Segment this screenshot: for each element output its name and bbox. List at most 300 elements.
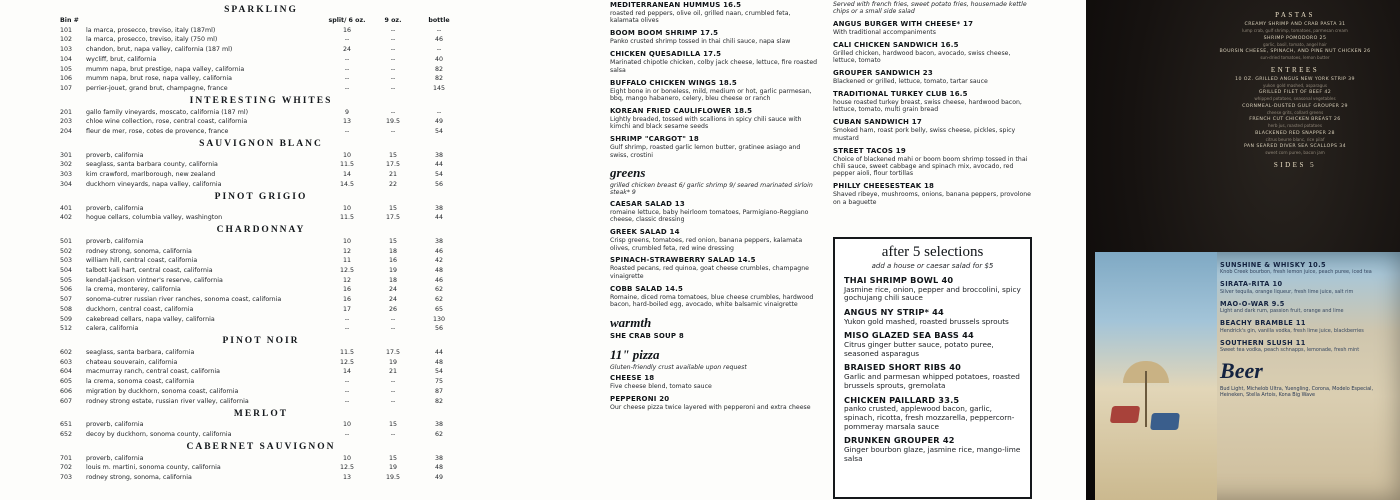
wine-cell: 106 bbox=[60, 75, 73, 83]
wine-cell: -- bbox=[390, 128, 396, 136]
wine-cell: 602 bbox=[60, 348, 73, 356]
wine-cell: 16 bbox=[342, 26, 351, 34]
wine-cell: gallo family vineyards, moscato, california (187 ml) bbox=[86, 108, 249, 116]
beach-chair-red-shape bbox=[1110, 406, 1140, 423]
wine-cell: la crema, sonoma coast, california bbox=[86, 378, 195, 386]
wine-cell: Bin # bbox=[60, 17, 79, 24]
wine-cell: 38 bbox=[434, 454, 443, 462]
menu-item bbox=[610, 50, 818, 74]
menu-item bbox=[610, 228, 818, 252]
wine-row bbox=[60, 55, 462, 65]
wine-cell: 303 bbox=[60, 171, 73, 179]
wine-row bbox=[60, 358, 462, 368]
wine-cell: 703 bbox=[60, 474, 73, 482]
wine-cell: 19 bbox=[388, 358, 397, 366]
menu-photo-item-desc: yukon gold mashed, asparagus bbox=[1263, 82, 1327, 88]
menu-item-name: PHILLY CHEESESTEAK 18 bbox=[833, 182, 935, 191]
wine-row bbox=[60, 151, 462, 161]
menu-item-name: BUFFALO CHICKEN WINGS 18.5 bbox=[610, 78, 737, 87]
wine-cell: -- bbox=[390, 46, 396, 54]
menu-item bbox=[610, 29, 818, 45]
menu-item bbox=[844, 307, 1021, 326]
menu-photo-item-desc: sweet corn puree, bacon jam bbox=[1265, 150, 1325, 156]
wine-cell: 17.5 bbox=[385, 348, 401, 356]
menu-photo-section-title: PASTAS bbox=[1275, 11, 1315, 19]
wine-cell: 11 bbox=[342, 257, 351, 265]
wine-cell: proverb, california bbox=[86, 237, 144, 245]
wine-cell: 48 bbox=[434, 267, 443, 275]
wine-cell: -- bbox=[344, 65, 350, 73]
wine-cell: 54 bbox=[434, 171, 443, 179]
wine-cell: 508 bbox=[60, 305, 73, 313]
menu-item bbox=[610, 256, 818, 280]
menu-item-name: DRUNKEN GROUPER 42 bbox=[844, 435, 955, 446]
wine-cell: 46 bbox=[434, 276, 443, 284]
wine-row bbox=[60, 256, 462, 266]
wine-row bbox=[60, 84, 462, 94]
wine-cell: -- bbox=[344, 387, 350, 395]
wine-cell: -- bbox=[390, 36, 396, 44]
wine-cell: mumm napa, brut rose, napa valley, california bbox=[86, 75, 232, 83]
wine-cell: rodney strong estate, russian river valley, california bbox=[86, 397, 249, 405]
menu-photo-item-name: CORNMEAL-DUSTED GULF GROUPER 29 bbox=[1242, 103, 1348, 109]
drink-item-name: SUNSHINE & WHISKY 10.5 bbox=[1220, 261, 1326, 269]
wine-cell: 15 bbox=[388, 237, 397, 245]
wine-cell: -- bbox=[390, 26, 396, 34]
wine-cell: 16 bbox=[388, 257, 397, 265]
wine-cell: 652 bbox=[60, 430, 73, 438]
wine-cell: 505 bbox=[60, 276, 73, 284]
wine-section-title: SAUVIGNON BLANC bbox=[199, 139, 323, 150]
menu-item-name: BRAISED SHORT RIBS 40 bbox=[844, 362, 962, 373]
wine-cell: hogue cellars, columbia valley, washington bbox=[86, 214, 223, 222]
handhelds-column bbox=[833, 1, 1031, 211]
wine-cell: chandon, brut, napa valley, california (187 ml) bbox=[86, 46, 233, 54]
appetizers-column bbox=[610, 1, 818, 416]
wine-row bbox=[60, 108, 462, 118]
menu-item bbox=[610, 374, 818, 390]
wine-cell: chloe wine collection, rose, central coast, california bbox=[86, 118, 248, 126]
menu-item-name: SHE CRAB SOUP 8 bbox=[610, 331, 684, 340]
menu-photo-item-name: PAN SEARED DIVER SEA SCALLOPS 34 bbox=[1244, 144, 1346, 149]
wine-row bbox=[60, 367, 462, 377]
wine-row bbox=[60, 397, 462, 407]
wine-cell: -- bbox=[390, 108, 396, 116]
wine-cell: 82 bbox=[434, 397, 443, 405]
menu-photo-item-desc: lump crab, gulf shrimp, tomatoes, parmesan cream bbox=[1242, 28, 1348, 34]
wine-row bbox=[60, 213, 462, 223]
drink-item-name: SIRATA-RITA 10 bbox=[1220, 280, 1283, 289]
wine-row bbox=[60, 295, 462, 305]
menu-item bbox=[610, 1, 818, 25]
menu-item bbox=[833, 41, 1031, 65]
wine-cell: -- bbox=[344, 430, 350, 438]
wine-cell: talbott kali hart, central coast, california bbox=[86, 267, 213, 275]
menu-item-desc: Gulf shrimp, roasted garlic lemon butter, gratinee asiago and swiss, crostini bbox=[610, 144, 801, 159]
menu-photo-section-title: ENTREES bbox=[1270, 65, 1320, 74]
menu-item bbox=[844, 275, 1021, 303]
wine-cell: 17 bbox=[342, 305, 351, 313]
menu-item bbox=[610, 395, 818, 411]
menu-item-name: ANGUS BURGER WITH CHEESE* 17 bbox=[833, 19, 974, 28]
drink-item bbox=[1220, 339, 1393, 353]
menu-item-desc: Yukon gold mashed, roasted brussels sprouts bbox=[844, 316, 1009, 326]
wine-cell: proverb, california bbox=[86, 204, 144, 212]
wine-cell: -- bbox=[344, 75, 350, 83]
wine-cell: 48 bbox=[434, 464, 443, 472]
wine-cell: 504 bbox=[60, 267, 73, 275]
menu-item-name: CHEESE 18 bbox=[610, 373, 655, 382]
wine-cell: duckhorn, central coast, california bbox=[86, 305, 194, 313]
wine-cell: 19.5 bbox=[385, 474, 401, 482]
wine-cell: 10 bbox=[342, 454, 351, 462]
wine-cell: 56 bbox=[434, 325, 443, 333]
drink-list bbox=[1220, 261, 1393, 398]
menu-item-desc: Shaved ribeye, mushrooms, onions, banana peppers, provolone on a baguette bbox=[833, 191, 1031, 206]
menu-item-desc: Grilled chicken, hardwood bacon, avocado, swiss cheese, lettuce, tomato bbox=[833, 49, 1011, 65]
menu-photo-item-name: BLACKENED RED SNAPPER 28 bbox=[1255, 130, 1335, 136]
menu-item bbox=[833, 147, 1031, 178]
wine-cell: -- bbox=[344, 55, 350, 63]
menu-item bbox=[610, 285, 818, 309]
wine-row bbox=[60, 348, 462, 358]
pizza-heading: 11" pizza bbox=[610, 346, 660, 362]
wine-row bbox=[60, 237, 462, 247]
wine-row bbox=[60, 387, 462, 397]
wine-row bbox=[60, 324, 462, 334]
wine-row bbox=[60, 315, 462, 325]
wine-cell: 18 bbox=[388, 276, 397, 284]
wine-cell: 10 bbox=[342, 151, 351, 159]
menu-photo-item-name: CREAMY SHRIMP AND CRAB PASTA 31 bbox=[1244, 22, 1346, 27]
wine-cell: -- bbox=[344, 36, 350, 44]
wine-cell: sonoma-cutrer russian river ranches, sonoma coast, california bbox=[86, 296, 282, 304]
beer-list: Bud Light, Michelob Ultra, Yuengling, Corona, Modelo Especial, Heineken, Stella Artois, Kona Big Wave bbox=[1220, 386, 1374, 399]
dinner-menu-photo bbox=[1196, 6, 1394, 172]
wine-cell: 62 bbox=[434, 430, 443, 438]
wine-cell: seaglass, santa barbara, california bbox=[86, 348, 195, 356]
wine-cell: 19.5 bbox=[385, 118, 401, 126]
wine-cell: 103 bbox=[60, 46, 73, 54]
wine-cell: -- bbox=[344, 378, 350, 386]
menu-item-desc: Lightly breaded, tossed with scallions in spicy chili sauce with kimchi and black sesame seeds bbox=[610, 115, 802, 131]
menu-item-name: THAI SHRIMP BOWL 40 bbox=[844, 275, 954, 285]
wine-cell: la marca, prosecco, treviso, italy (187ml) bbox=[86, 26, 216, 34]
wine-cell: 19 bbox=[388, 267, 397, 275]
menu-item-name: TRADITIONAL TURKEY CLUB 16.5 bbox=[833, 89, 968, 98]
wine-cell: 502 bbox=[60, 247, 73, 255]
wine-row bbox=[60, 266, 462, 276]
wine-cell: 11.5 bbox=[339, 161, 355, 169]
menu-photo-item-name: SHRIMP POMODORO 25 bbox=[1263, 35, 1327, 41]
wine-cell: 38 bbox=[434, 151, 443, 159]
wine-row bbox=[60, 127, 462, 137]
wine-row bbox=[60, 454, 462, 464]
menu-item-name: CHICKEN PAILLARD 33.5 bbox=[844, 394, 960, 405]
menu-item-desc: Garlic and parmesan whipped potatoes, roasted brussels sprouts, gremolata bbox=[844, 371, 1020, 390]
menu-item-desc: Citrus ginger butter sauce, potato puree, seasoned asparagus bbox=[844, 339, 994, 358]
drink-item-desc: Knob Creek bourbon, fresh lemon juice, peach puree, iced tea bbox=[1220, 269, 1372, 276]
wine-row bbox=[60, 65, 462, 75]
drinks-menu-photo bbox=[1095, 252, 1400, 500]
beach-scene-image bbox=[1095, 252, 1217, 500]
wine-cell: 16 bbox=[342, 296, 351, 304]
drink-item-desc: Silver tequila, orange liqueur, fresh lime juice, salt rim bbox=[1220, 288, 1354, 295]
wine-cell: 101 bbox=[60, 26, 73, 34]
menu-item-desc: Ginger bourbon glaze, jasmine rice, mango-lime salsa bbox=[844, 444, 1021, 463]
wine-cell: 75 bbox=[434, 378, 443, 386]
wine-cell: 17.5 bbox=[385, 214, 401, 222]
wine-cell: 15 bbox=[388, 151, 397, 159]
wine-cell: decoy by duckhorn, sonoma county, california bbox=[86, 430, 232, 438]
wine-cell: macmurray ranch, central coast, california bbox=[86, 368, 221, 376]
wine-row bbox=[60, 247, 462, 257]
wine-cell: bottle bbox=[428, 17, 450, 24]
wine-cell: 82 bbox=[434, 65, 443, 73]
wine-cell: 18 bbox=[388, 247, 397, 255]
menu-item-name: MISO GLAZED SEA BASS 44 bbox=[844, 330, 974, 341]
menu-item bbox=[833, 69, 1031, 85]
wine-cell: proverb, california bbox=[86, 421, 144, 429]
menu-item-desc: Choice of blackened mahi or boom boom shrimp tossed in thai chili sauce, sweet cabbage and spinach mix, avocado, red pepper aioli, flour tortillas bbox=[833, 155, 1028, 178]
wine-row bbox=[60, 204, 462, 214]
wine-cell: perrier-jouet, grand brut, champagne, france bbox=[86, 84, 228, 92]
wine-cell: 16 bbox=[342, 286, 351, 294]
wine-cell: 14 bbox=[342, 368, 351, 376]
menu-item-desc: panko crusted, applewood bacon, garlic, spinach, ricotta, fresh mozzarella, peppercorn-pommeray marsala sauce bbox=[844, 404, 1015, 431]
wine-cell: 606 bbox=[60, 387, 73, 395]
wine-cell: 401 bbox=[60, 204, 73, 212]
wine-cell: 49 bbox=[434, 474, 443, 482]
menu-item-name: STREET TACOS 19 bbox=[833, 146, 906, 155]
menu-item-name: SPINACH-STRAWBERRY SALAD 14.5 bbox=[610, 256, 756, 265]
drink-item-name: SOUTHERN SLUSH 11 bbox=[1220, 338, 1306, 347]
menu-item-name: GROUPER SANDWICH 23 bbox=[833, 69, 933, 78]
wine-cell: la marca, prosecco, treviso, italy (750 ml) bbox=[86, 36, 218, 44]
wine-cell: proverb, california bbox=[86, 454, 144, 462]
greens-subtitle: grilled chicken breast 6/ garlic shrimp 9/ seared marinated sirloin steak* 9 bbox=[610, 181, 813, 197]
wine-cell: proverb, california bbox=[86, 151, 144, 159]
menu-item-desc: Our cheese pizza twice layered with pepperoni and extra cheese bbox=[610, 403, 811, 411]
wine-row bbox=[60, 170, 462, 180]
wine-cell: william hill, central coast, california bbox=[86, 257, 198, 265]
menu-item-name: SHRIMP "CARGOT" 18 bbox=[610, 135, 699, 144]
wine-cell: calera, california bbox=[86, 325, 139, 333]
wine-cell: split/ 6 oz. bbox=[328, 17, 366, 24]
wine-cell: 12.5 bbox=[339, 358, 355, 366]
menu-item bbox=[833, 182, 1031, 206]
wine-cell: rodney strong, sonoma, california bbox=[86, 474, 192, 482]
wine-cell: 11.5 bbox=[339, 348, 355, 356]
wine-cell: 24 bbox=[342, 46, 351, 54]
wine-row bbox=[60, 26, 462, 36]
wine-cell: seaglass, santa barbara county, california bbox=[86, 161, 218, 169]
wine-cell: 102 bbox=[60, 36, 73, 44]
wine-cell: 13 bbox=[342, 474, 351, 482]
menu-item-name: CAESAR SALAD 13 bbox=[610, 199, 685, 208]
menu-item-desc: Smoked ham, roast pork belly, swiss cheese, pickles, spicy mustard bbox=[833, 127, 1016, 142]
wine-cell: 603 bbox=[60, 358, 73, 366]
wine-cell: 201 bbox=[60, 108, 73, 116]
after-5-title: after 5 selections bbox=[881, 244, 984, 260]
wine-cell: -- bbox=[436, 26, 442, 34]
wine-cell: 605 bbox=[60, 378, 73, 386]
wine-cell: 9 bbox=[344, 108, 349, 116]
wine-row bbox=[60, 74, 462, 84]
wine-cell: 19 bbox=[388, 464, 397, 472]
wine-cell: 17.5 bbox=[385, 161, 401, 169]
wine-cell: 107 bbox=[60, 84, 73, 92]
wine-cell: 301 bbox=[60, 151, 73, 159]
menu-item bbox=[844, 435, 1021, 463]
wine-cell: 14.5 bbox=[339, 180, 355, 188]
wine-cell: 402 bbox=[60, 214, 73, 222]
wine-cell bbox=[86, 16, 324, 26]
wine-cell: rodney strong, sonoma, california bbox=[86, 247, 192, 255]
wine-cell: wycliff, brut, california bbox=[86, 55, 157, 63]
wine-cell: 701 bbox=[60, 454, 73, 462]
menu-item-desc: Roasted pecans, red quinoa, goat cheese crumbles, champagne vinaigrette bbox=[610, 265, 809, 280]
wine-cell: louis m. martini, sonoma county, california bbox=[86, 464, 221, 472]
wine-cell: mumm napa, brut prestige, napa valley, california bbox=[86, 65, 245, 73]
wine-cell: 44 bbox=[434, 214, 443, 222]
wine-cell: 44 bbox=[434, 161, 443, 169]
wine-cell: fleur de mer, rose, cotes de provence, france bbox=[86, 128, 229, 136]
drink-item-desc: Sweet tea vodka, peach schnapps, lemonade, fresh mint bbox=[1220, 347, 1360, 354]
wine-cell: -- bbox=[436, 46, 442, 54]
wine-section-title: CABERNET SAUVIGNON bbox=[186, 442, 336, 453]
menu-item-desc: Five cheese blend, tomato sauce bbox=[610, 382, 712, 390]
wine-cell: 11.5 bbox=[339, 214, 355, 222]
menu-item bbox=[610, 200, 818, 224]
wine-cell: 503 bbox=[60, 257, 73, 265]
menu-item-desc: Jasmine rice, onion, pepper and broccolini, spicy gochujang chili sauce bbox=[844, 284, 1021, 303]
handhelds-note: Served with french fries, sweet potato fries, housemade kettle chips or a small side salad bbox=[833, 1, 1027, 16]
wine-cell: 62 bbox=[434, 296, 443, 304]
after-5-items bbox=[844, 275, 1021, 464]
wine-cell: -- bbox=[390, 378, 396, 386]
wine-cell: 65 bbox=[434, 305, 443, 313]
wine-section-title: MERLOT bbox=[233, 408, 289, 419]
menu-item-name: PEPPERONI 20 bbox=[610, 394, 670, 403]
wine-cell: 105 bbox=[60, 65, 73, 73]
wine-cell: kendall-jackson vintner's reserve, california bbox=[86, 276, 223, 284]
menu-item-name: MEDITERRANEAN HUMMUS 16.5 bbox=[610, 1, 742, 9]
wine-cell: 204 bbox=[60, 128, 73, 136]
menu-item-desc: Panko crusted shrimp tossed in thai chili sauce, napa slaw bbox=[610, 38, 791, 46]
wine-cell: 501 bbox=[60, 237, 73, 245]
menu-item-desc: Crisp greens, tomatoes, red onion, banana peppers, kalamata olives, crumbled feta, red wine dressing bbox=[610, 237, 803, 252]
menu-item bbox=[833, 20, 1031, 36]
wine-cell: 10 bbox=[342, 204, 351, 212]
drink-item bbox=[1220, 280, 1393, 294]
after-5-selections-box bbox=[833, 237, 1032, 499]
menu-item-desc: house roasted turkey breast, swiss cheese, hardwood bacon, lettuce, tomato, multi grain bread bbox=[833, 98, 1022, 114]
menu-photo-item-desc: cheese grits, collard greens bbox=[1266, 109, 1324, 115]
wine-cell: 607 bbox=[60, 397, 73, 405]
wine-cell: 26 bbox=[388, 305, 397, 313]
menu-photo-item-desc: whipped potatoes, seasonal vegetables bbox=[1254, 96, 1336, 102]
wine-cell: 10 bbox=[342, 237, 351, 245]
wine-cell: 15 bbox=[388, 204, 397, 212]
wine-column-headers bbox=[60, 16, 462, 26]
menu-item-name: KOREAN FRIED CAULIFLOWER 18.5 bbox=[610, 106, 753, 115]
wine-cell: 12 bbox=[342, 276, 351, 284]
menu-photo-item-desc: garlic, basil, tomato, angel hair bbox=[1263, 41, 1327, 47]
wine-cell: 24 bbox=[388, 296, 397, 304]
menu-item-desc: Marinated chipotle chicken, colby jack cheese, lettuce, fire roasted salsa bbox=[610, 59, 818, 74]
wine-cell: -- bbox=[344, 325, 350, 333]
wine-cell: 302 bbox=[60, 161, 73, 169]
menu-item-name: BOOM BOOM SHRIMP 17.5 bbox=[610, 29, 719, 38]
wine-row bbox=[60, 463, 462, 473]
wine-cell: 22 bbox=[388, 180, 397, 188]
menu-item-name: CHICKEN QUESADILLA 17.5 bbox=[610, 50, 722, 59]
wine-row bbox=[60, 473, 462, 483]
menu-item bbox=[833, 118, 1031, 142]
wine-cell: 9 oz. bbox=[384, 17, 402, 24]
drink-item bbox=[1220, 261, 1393, 275]
wine-cell: -- bbox=[390, 75, 396, 83]
wine-cell: 21 bbox=[388, 171, 397, 179]
menu-item-desc: Romaine, diced roma tomatoes, blue cheese crumbles, hardwood bacon, hard-boiled egg, avocado, white balsamic vinaigrette bbox=[610, 293, 814, 309]
wine-cell: -- bbox=[344, 315, 350, 323]
wine-cell: -- bbox=[390, 84, 396, 92]
wine-cell: 651 bbox=[60, 421, 73, 429]
wine-cell: duckhorn vineyards, napa valley, california bbox=[86, 180, 222, 188]
wine-row bbox=[60, 180, 462, 190]
wine-cell: 507 bbox=[60, 296, 73, 304]
wine-cell: -- bbox=[390, 65, 396, 73]
wine-cell: 46 bbox=[434, 36, 443, 44]
wine-cell: 12.5 bbox=[339, 267, 355, 275]
menu-item-name: CUBAN SANDWICH 17 bbox=[833, 118, 922, 127]
wine-cell: 604 bbox=[60, 368, 73, 376]
wine-cell: 509 bbox=[60, 315, 73, 323]
wine-cell: migration by duckhorn, sonoma coast, california bbox=[86, 387, 239, 395]
wine-cell: -- bbox=[436, 108, 442, 116]
wine-section-title: SPARKLING bbox=[224, 4, 298, 15]
drink-item-name: BEACHY BRAMBLE 11 bbox=[1220, 319, 1306, 328]
wine-cell: 38 bbox=[434, 204, 443, 212]
wine-list bbox=[60, 2, 462, 483]
wine-section-title: INTERESTING WHITES bbox=[189, 96, 333, 107]
wine-cell: 44 bbox=[434, 348, 443, 356]
wine-cell: 13 bbox=[342, 118, 351, 126]
wine-cell: -- bbox=[344, 84, 350, 92]
wine-cell: 14 bbox=[342, 171, 351, 179]
wine-cell: 15 bbox=[388, 454, 397, 462]
wine-cell: 10 bbox=[342, 421, 351, 429]
wine-row bbox=[60, 305, 462, 315]
menu-item bbox=[844, 362, 1021, 390]
photo-panel bbox=[1086, 0, 1400, 500]
beach-chair-blue-shape bbox=[1150, 413, 1180, 430]
wine-cell: chateau souverain, california bbox=[86, 358, 178, 366]
wine-row bbox=[60, 160, 462, 170]
wine-cell: 54 bbox=[434, 128, 443, 136]
menu-photo-item-desc: sun-dried tomatoes, lemon butter bbox=[1260, 55, 1330, 61]
wine-cell: 702 bbox=[60, 464, 73, 472]
menu-item bbox=[833, 90, 1031, 114]
drink-item bbox=[1220, 319, 1393, 333]
wine-cell: -- bbox=[344, 128, 350, 136]
after-5-subtitle: add a house or caesar salad for $5 bbox=[871, 262, 994, 270]
wine-section-title: CHARDONNAY bbox=[216, 225, 306, 236]
wine-cell: 87 bbox=[434, 387, 443, 395]
menu-item bbox=[844, 330, 1021, 358]
wine-cell: 512 bbox=[60, 325, 73, 333]
